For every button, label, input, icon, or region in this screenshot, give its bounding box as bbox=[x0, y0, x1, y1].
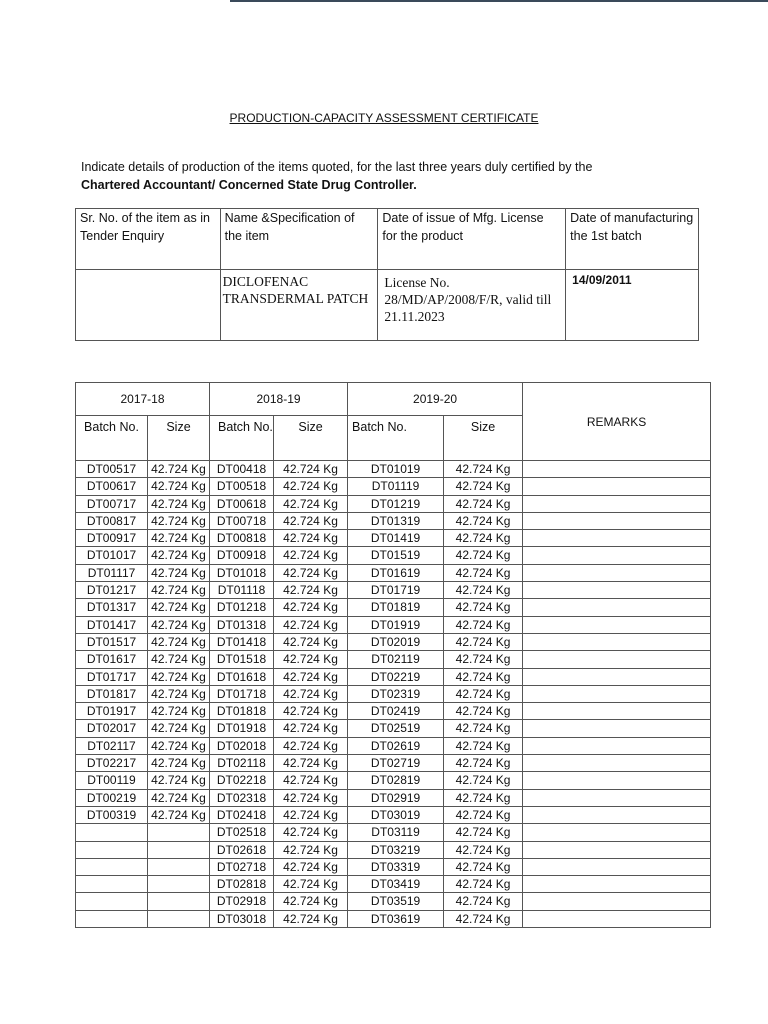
size-2019-20: 42.724 Kg bbox=[444, 668, 523, 685]
table-row bbox=[76, 893, 711, 910]
batch-no-2019-20: DT02219 bbox=[348, 668, 444, 685]
table-row bbox=[76, 530, 711, 547]
size-2019-20: 42.724 Kg bbox=[444, 876, 523, 893]
size-2018-19: 42.724 Kg bbox=[274, 824, 348, 841]
batch-no-2017-18 bbox=[76, 876, 148, 893]
remarks-cell bbox=[523, 547, 711, 564]
batch-no-2019-20: DT02519 bbox=[348, 720, 444, 737]
size-2017-18: 42.724 Kg bbox=[148, 564, 210, 581]
batch-no-2018-19: DT01518 bbox=[210, 651, 274, 668]
size-2017-18 bbox=[148, 824, 210, 841]
remarks-cell bbox=[523, 772, 711, 789]
batch-no-2017-18: DT00717 bbox=[76, 495, 148, 512]
size-2018-19: 42.724 Kg bbox=[274, 910, 348, 927]
item-info-table bbox=[75, 208, 699, 341]
batch-no-2019-20: DT01119 bbox=[348, 478, 444, 495]
batch-no-2018-19: DT01418 bbox=[210, 633, 274, 650]
table-row bbox=[76, 858, 711, 875]
batch-no-2017-18: DT00817 bbox=[76, 512, 148, 529]
size-2018-19: 42.724 Kg bbox=[274, 512, 348, 529]
size-2018-19: 42.724 Kg bbox=[274, 668, 348, 685]
batch-no-2019-20: DT02119 bbox=[348, 651, 444, 668]
year-header: 2019-20 bbox=[348, 383, 523, 416]
batch-no-2019-20: DT02019 bbox=[348, 633, 444, 650]
year-header-row bbox=[76, 383, 711, 416]
table-row bbox=[76, 512, 711, 529]
batch-no-2019-20: DT01019 bbox=[348, 461, 444, 478]
remarks-cell bbox=[523, 495, 711, 512]
size-2019-20: 42.724 Kg bbox=[444, 789, 523, 806]
batch-no-header: Batch No. bbox=[348, 416, 444, 461]
batch-no-2019-20: DT03519 bbox=[348, 893, 444, 910]
table-row bbox=[76, 755, 711, 772]
remarks-cell bbox=[523, 461, 711, 478]
size-2017-18: 42.724 Kg bbox=[148, 547, 210, 564]
size-2017-18: 42.724 Kg bbox=[148, 806, 210, 823]
table-row bbox=[76, 633, 711, 650]
batch-no-2018-19: DT02718 bbox=[210, 858, 274, 875]
remarks-cell bbox=[523, 530, 711, 547]
size-2017-18 bbox=[148, 910, 210, 927]
size-2017-18: 42.724 Kg bbox=[148, 530, 210, 547]
size-2017-18: 42.724 Kg bbox=[148, 599, 210, 616]
size-2017-18: 42.724 Kg bbox=[148, 651, 210, 668]
year-header: 2018-19 bbox=[210, 383, 348, 416]
size-2017-18: 42.724 Kg bbox=[148, 685, 210, 702]
batch-no-2017-18: DT02117 bbox=[76, 737, 148, 754]
table-row bbox=[76, 841, 711, 858]
batch-no-2018-19: DT00818 bbox=[210, 530, 274, 547]
remarks-cell bbox=[523, 789, 711, 806]
batch-table bbox=[75, 382, 711, 928]
batch-no-2019-20: DT02919 bbox=[348, 789, 444, 806]
size-2017-18: 42.724 Kg bbox=[148, 755, 210, 772]
size-header: Size bbox=[274, 416, 348, 461]
batch-no-2019-20: DT01519 bbox=[348, 547, 444, 564]
size-2018-19: 42.724 Kg bbox=[274, 461, 348, 478]
batch-no-2019-20: DT01219 bbox=[348, 495, 444, 512]
batch-no-2017-18: DT00119 bbox=[76, 772, 148, 789]
batch-no-2018-19: DT01218 bbox=[210, 599, 274, 616]
batch-no-2017-18 bbox=[76, 893, 148, 910]
size-2017-18: 42.724 Kg bbox=[148, 789, 210, 806]
size-2019-20: 42.724 Kg bbox=[444, 547, 523, 564]
table-row bbox=[76, 720, 711, 737]
batch-no-2019-20: DT02319 bbox=[348, 685, 444, 702]
remarks-cell bbox=[523, 633, 711, 650]
remarks-cell bbox=[523, 755, 711, 772]
size-2017-18: 42.724 Kg bbox=[148, 720, 210, 737]
batch-no-2017-18: DT01017 bbox=[76, 547, 148, 564]
size-2018-19: 42.724 Kg bbox=[274, 737, 348, 754]
batch-no-header: Batch No. bbox=[210, 416, 274, 461]
info-header-row bbox=[76, 209, 699, 270]
remarks-cell bbox=[523, 720, 711, 737]
batch-no-2019-20: DT02719 bbox=[348, 755, 444, 772]
size-2018-19: 42.724 Kg bbox=[274, 633, 348, 650]
table-row bbox=[76, 461, 711, 478]
remarks-cell bbox=[523, 668, 711, 685]
batch-no-2017-18: DT00517 bbox=[76, 461, 148, 478]
batch-no-2017-18: DT02217 bbox=[76, 755, 148, 772]
batch-no-2018-19: DT01918 bbox=[210, 720, 274, 737]
batch-no-2018-19: DT02918 bbox=[210, 893, 274, 910]
size-2018-19: 42.724 Kg bbox=[274, 616, 348, 633]
remarks-cell bbox=[523, 599, 711, 616]
table-row bbox=[76, 651, 711, 668]
batch-no-2018-19: DT00918 bbox=[210, 547, 274, 564]
batch-no-2017-18: DT01817 bbox=[76, 685, 148, 702]
remarks-cell bbox=[523, 806, 711, 823]
size-2019-20: 42.724 Kg bbox=[444, 755, 523, 772]
batch-no-2018-19: DT03018 bbox=[210, 910, 274, 927]
size-2019-20: 42.724 Kg bbox=[444, 910, 523, 927]
batch-no-2017-18: DT00219 bbox=[76, 789, 148, 806]
size-2017-18: 42.724 Kg bbox=[148, 495, 210, 512]
year-header: 2017-18 bbox=[76, 383, 210, 416]
intro-line-2: Chartered Accountant/ Concerned State Drug Controller. bbox=[81, 178, 417, 192]
batch-no-2019-20: DT02619 bbox=[348, 737, 444, 754]
batch-no-2017-18: DT00917 bbox=[76, 530, 148, 547]
table-row bbox=[76, 495, 711, 512]
batch-no-2019-20: DT03219 bbox=[348, 841, 444, 858]
remarks-cell bbox=[523, 564, 711, 581]
remarks-header: REMARKS bbox=[523, 383, 711, 461]
batch-no-2017-18: DT01917 bbox=[76, 703, 148, 720]
size-2017-18: 42.724 Kg bbox=[148, 616, 210, 633]
intro-line-1: Indicate details of production of the items quoted, for the last three years duly certified by the bbox=[81, 160, 593, 174]
size-2019-20: 42.724 Kg bbox=[444, 685, 523, 702]
size-2019-20: 42.724 Kg bbox=[444, 720, 523, 737]
batch-no-2017-18 bbox=[76, 910, 148, 927]
size-2018-19: 42.724 Kg bbox=[274, 547, 348, 564]
batch-no-2019-20: DT03019 bbox=[348, 806, 444, 823]
size-2018-19: 42.724 Kg bbox=[274, 530, 348, 547]
size-2017-18: 42.724 Kg bbox=[148, 772, 210, 789]
size-2019-20: 42.724 Kg bbox=[444, 582, 523, 599]
size-2019-20: 42.724 Kg bbox=[444, 512, 523, 529]
size-2019-20: 42.724 Kg bbox=[444, 737, 523, 754]
batch-no-2018-19: DT02118 bbox=[210, 755, 274, 772]
batch-no-2019-20: DT01819 bbox=[348, 599, 444, 616]
remarks-cell bbox=[523, 616, 711, 633]
size-2017-18: 42.724 Kg bbox=[148, 582, 210, 599]
remarks-cell bbox=[523, 737, 711, 754]
batch-no-2017-18: DT01717 bbox=[76, 668, 148, 685]
size-2018-19: 42.724 Kg bbox=[274, 685, 348, 702]
header-sr-no: Sr. No. of the item as in Tender Enquiry bbox=[76, 209, 221, 270]
header-name-spec: Name &Specification of the item bbox=[220, 209, 378, 270]
batch-no-2017-18: DT01217 bbox=[76, 582, 148, 599]
size-2019-20: 42.724 Kg bbox=[444, 495, 523, 512]
size-2018-19: 42.724 Kg bbox=[274, 876, 348, 893]
size-2019-20: 42.724 Kg bbox=[444, 858, 523, 875]
batch-no-2018-19: DT01818 bbox=[210, 703, 274, 720]
table-row bbox=[76, 824, 711, 841]
table-row bbox=[76, 616, 711, 633]
batch-no-2018-19: DT02318 bbox=[210, 789, 274, 806]
size-header: Size bbox=[148, 416, 210, 461]
batch-no-header: Batch No. bbox=[76, 416, 148, 461]
size-2019-20: 42.724 Kg bbox=[444, 841, 523, 858]
batch-no-2018-19: DT01318 bbox=[210, 616, 274, 633]
table-row bbox=[76, 789, 711, 806]
remarks-cell bbox=[523, 703, 711, 720]
batch-no-2019-20: DT02419 bbox=[348, 703, 444, 720]
remarks-cell bbox=[523, 858, 711, 875]
size-2018-19: 42.724 Kg bbox=[274, 495, 348, 512]
remarks-cell bbox=[523, 651, 711, 668]
size-2018-19: 42.724 Kg bbox=[274, 841, 348, 858]
batch-no-2018-19: DT02418 bbox=[210, 806, 274, 823]
size-2018-19: 42.724 Kg bbox=[274, 772, 348, 789]
batch-no-2019-20: DT03419 bbox=[348, 876, 444, 893]
table-row bbox=[76, 910, 711, 927]
batch-no-2019-20: DT01419 bbox=[348, 530, 444, 547]
batch-no-2017-18: DT01517 bbox=[76, 633, 148, 650]
batch-no-2018-19: DT01118 bbox=[210, 582, 274, 599]
remarks-cell bbox=[523, 876, 711, 893]
table-row bbox=[76, 599, 711, 616]
remarks-cell bbox=[523, 478, 711, 495]
size-2017-18 bbox=[148, 893, 210, 910]
size-2018-19: 42.724 Kg bbox=[274, 720, 348, 737]
size-2019-20: 42.724 Kg bbox=[444, 461, 523, 478]
size-2017-18: 42.724 Kg bbox=[148, 703, 210, 720]
batch-no-2019-20: DT01319 bbox=[348, 512, 444, 529]
remarks-cell bbox=[523, 841, 711, 858]
remarks-cell bbox=[523, 685, 711, 702]
table-row bbox=[76, 772, 711, 789]
batch-no-2019-20: DT01719 bbox=[348, 582, 444, 599]
table-row bbox=[76, 478, 711, 495]
size-2018-19: 42.724 Kg bbox=[274, 651, 348, 668]
size-2017-18 bbox=[148, 858, 210, 875]
batch-no-2017-18 bbox=[76, 824, 148, 841]
batch-no-2018-19: DT01618 bbox=[210, 668, 274, 685]
top-rule bbox=[230, 0, 768, 2]
size-2019-20: 42.724 Kg bbox=[444, 564, 523, 581]
table-row bbox=[76, 685, 711, 702]
size-2017-18: 42.724 Kg bbox=[148, 461, 210, 478]
batch-no-2018-19: DT00518 bbox=[210, 478, 274, 495]
size-2017-18: 42.724 Kg bbox=[148, 512, 210, 529]
size-2019-20: 42.724 Kg bbox=[444, 651, 523, 668]
size-2019-20: 42.724 Kg bbox=[444, 599, 523, 616]
batch-no-2017-18 bbox=[76, 841, 148, 858]
batch-no-2017-18: DT01417 bbox=[76, 616, 148, 633]
table-row bbox=[76, 668, 711, 685]
table-row bbox=[76, 737, 711, 754]
size-header: Size bbox=[444, 416, 523, 461]
batch-no-2018-19: DT02818 bbox=[210, 876, 274, 893]
header-license-date: Date of issue of Mfg. License for the product bbox=[378, 209, 566, 270]
size-2017-18 bbox=[148, 876, 210, 893]
batch-table-body bbox=[76, 461, 711, 928]
size-2019-20: 42.724 Kg bbox=[444, 703, 523, 720]
batch-no-2017-18: DT01117 bbox=[76, 564, 148, 581]
batch-no-2017-18: DT02017 bbox=[76, 720, 148, 737]
size-2017-18: 42.724 Kg bbox=[148, 668, 210, 685]
batch-no-2019-20: DT03119 bbox=[348, 824, 444, 841]
size-2017-18: 42.724 Kg bbox=[148, 737, 210, 754]
batch-no-2017-18 bbox=[76, 858, 148, 875]
batch-no-2018-19: DT00418 bbox=[210, 461, 274, 478]
size-2018-19: 42.724 Kg bbox=[274, 893, 348, 910]
remarks-cell bbox=[523, 893, 711, 910]
batch-no-2017-18: DT01317 bbox=[76, 599, 148, 616]
intro-text bbox=[81, 158, 701, 194]
batch-no-2019-20: DT01919 bbox=[348, 616, 444, 633]
size-2019-20: 42.724 Kg bbox=[444, 616, 523, 633]
size-2019-20: 42.724 Kg bbox=[444, 772, 523, 789]
batch-no-2019-20: DT03319 bbox=[348, 858, 444, 875]
table-row bbox=[76, 876, 711, 893]
batch-no-2017-18: DT00617 bbox=[76, 478, 148, 495]
table-row bbox=[76, 806, 711, 823]
license-cell: License No. 28/MD/AP/2008/F/R, valid till 21.11.2023 bbox=[378, 270, 566, 341]
table-row bbox=[76, 703, 711, 720]
size-2018-19: 42.724 Kg bbox=[274, 582, 348, 599]
document-title: PRODUCTION-CAPACITY ASSESSMENT CERTIFICATE bbox=[229, 111, 539, 125]
header-first-batch: Date of manufacturing the 1st batch bbox=[566, 209, 699, 270]
batch-no-2017-18: DT01617 bbox=[76, 651, 148, 668]
size-2018-19: 42.724 Kg bbox=[274, 806, 348, 823]
batch-no-2018-19: DT01718 bbox=[210, 685, 274, 702]
remarks-cell bbox=[523, 824, 711, 841]
size-2018-19: 42.724 Kg bbox=[274, 858, 348, 875]
size-2019-20: 42.724 Kg bbox=[444, 478, 523, 495]
size-2018-19: 42.724 Kg bbox=[274, 478, 348, 495]
size-2018-19: 42.724 Kg bbox=[274, 755, 348, 772]
batch-no-2019-20: DT01619 bbox=[348, 564, 444, 581]
batch-no-2018-19: DT00618 bbox=[210, 495, 274, 512]
size-2019-20: 42.724 Kg bbox=[444, 824, 523, 841]
size-2018-19: 42.724 Kg bbox=[274, 599, 348, 616]
info-data-row bbox=[76, 270, 699, 341]
sr-no-cell bbox=[76, 270, 221, 341]
remarks-cell bbox=[523, 910, 711, 927]
remarks-cell bbox=[523, 512, 711, 529]
batch-no-2018-19: DT02018 bbox=[210, 737, 274, 754]
size-2018-19: 42.724 Kg bbox=[274, 564, 348, 581]
batch-no-2018-19: DT01018 bbox=[210, 564, 274, 581]
batch-no-2019-20: DT03619 bbox=[348, 910, 444, 927]
first-batch-date-cell: 14/09/2011 bbox=[566, 270, 699, 341]
batch-no-2018-19: DT02618 bbox=[210, 841, 274, 858]
batch-no-2017-18: DT00319 bbox=[76, 806, 148, 823]
table-row bbox=[76, 582, 711, 599]
remarks-cell bbox=[523, 582, 711, 599]
size-2019-20: 42.724 Kg bbox=[444, 893, 523, 910]
size-2018-19: 42.724 Kg bbox=[274, 789, 348, 806]
table-row bbox=[76, 547, 711, 564]
table-row bbox=[76, 564, 711, 581]
size-2019-20: 42.724 Kg bbox=[444, 530, 523, 547]
batch-no-2018-19: DT00718 bbox=[210, 512, 274, 529]
batch-no-2018-19: DT02518 bbox=[210, 824, 274, 841]
size-2019-20: 42.724 Kg bbox=[444, 806, 523, 823]
size-2017-18: 42.724 Kg bbox=[148, 478, 210, 495]
batch-no-2018-19: DT02218 bbox=[210, 772, 274, 789]
size-2019-20: 42.724 Kg bbox=[444, 633, 523, 650]
product-name-cell: DICLOFENAC TRANSDERMAL PATCH bbox=[220, 270, 378, 341]
size-2018-19: 42.724 Kg bbox=[274, 703, 348, 720]
size-2017-18 bbox=[148, 841, 210, 858]
batch-no-2019-20: DT02819 bbox=[348, 772, 444, 789]
size-2017-18: 42.724 Kg bbox=[148, 633, 210, 650]
